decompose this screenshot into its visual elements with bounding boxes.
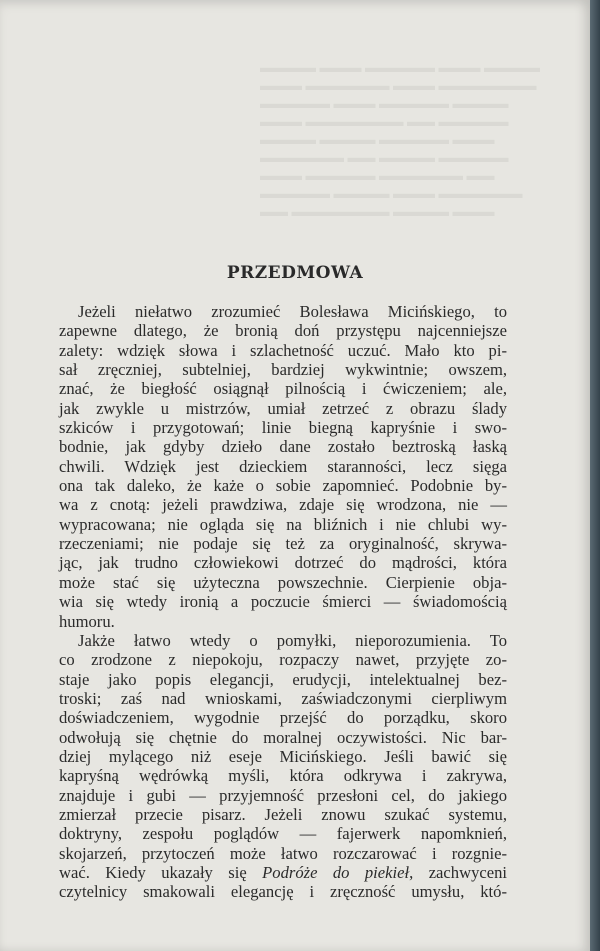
text-line: znajduje i gubi — przyjemność przesłoni cel, do jakiego [59,785,507,805]
text-line: jąc, jak trudno człowiekowi dotrzeć do mądrości, która [59,553,507,573]
text-line: humoru. [59,611,115,631]
text-line: chwili. Wdzięk jest dzieckiem staranności, lecz sięga [59,456,507,476]
text-line: staje jako popis elegancji, erudycji, intelektualnej bez- [59,669,507,689]
text-line: wa z cnotą: jeżeli prawdziwa, zdaje się wrodzona, nie — [59,495,507,515]
text-line: troski; zaś nad wnioskami, zaświadczonymi cierpliwym [59,688,507,708]
text-line: czytelnicy smakowali elegancję i zręczność umysłu, któ- [59,882,507,902]
bleed-through-texture: ▬▬▬▬ ▬▬▬ ▬▬▬▬▬ ▬▬▬ ▬▬▬▬ ▬▬▬ ▬▬▬▬▬▬ ▬▬▬ ▬▬▬▬▬▬▬ ▬▬▬▬▬ ▬▬▬ ▬▬▬▬▬ ▬▬▬▬ ▬▬▬ ▬▬▬▬▬▬▬ ▬▬ ▬▬▬▬▬ ▬▬▬▬ ▬▬▬▬ ▬▬▬▬▬ ▬▬▬ ▬▬▬▬▬▬ ▬▬ ▬▬▬▬ ▬▬▬▬▬ ▬▬▬ ▬▬▬▬▬ ▬▬▬▬▬▬ ▬▬ ▬▬▬▬▬ ▬▬▬▬ ▬▬▬ ▬▬▬▬▬▬ ▬▬ ▬▬▬▬▬▬▬ ▬▬▬▬ ▬▬▬ [260,61,540,220]
text-line: co zrodzone z niepokoju, rozpaczy nawet, przyjęte zo- [59,650,507,670]
text-line: skojarzeń, przytoczeń może łatwo rozczarować i rozgnie- [59,843,507,863]
text-line: wypracowana; nie ogląda się na bliźnich i nie chlubi wy- [59,514,507,534]
text-line: szkiców i przygotowań; linie biegną kapryśnie i swo- [59,418,507,438]
paragraph [59,631,507,902]
preface-text [59,302,507,902]
text-line: zalety: wdzięk słowa i szlachetność uczuć. Mało kto pi- [59,340,507,360]
text-line: bodnie, jak gdyby dzieło dane zostało beztroską łaską [59,437,507,457]
text-line: może stać się użyteczna powszechnie. Cierpienie obja- [59,572,507,592]
text-line: Jeżeli niełatwo zrozumieć Bolesława Micińskiego, to [78,302,507,321]
text-line: Jakże łatwo wtedy o pomyłki, nieporozumienia. To [78,630,507,650]
text-line: wać. Kiedy ukazały się Podróże do piekieł, zachwyceni [59,862,508,882]
text-line: doktryny, zespołu poglądów — fajerwerk napomknień, [59,824,507,844]
text-line: rzeczeniami; nie podaje się też za oryginalność, skrywa- [59,534,507,554]
text-line: odwołują się chętnie do moralnej oczywistości. Nic bar- [59,727,507,747]
text-line: jak zwykle u mistrzów, umiał zetrzeć z obrazu ślady [59,398,507,418]
paragraph [59,302,507,631]
text-line: doświadczeniem, wygodnie przejść do porządku, skoro [59,708,507,728]
book-title: Podróże do piekieł [262,862,410,882]
page-edge [590,0,600,951]
text-line: zapewne dlatego, że bronią doń przystępu najcenniejsze [59,321,507,341]
text-line: wia się wtedy ironią a poczucie śmierci — świadomością [59,592,507,612]
text-line: zmierzał przecie pisarz. Jeżeli znowu szukać systemu, [59,804,507,824]
page-title: PRZEDMOWA [226,263,364,284]
text-line: dziej mylącego niż eseje Micińskiego. Jeśli bawić się [59,746,507,766]
text-line: ona tak daleko, że każe o sobie zapomnieć. Podobnie by- [59,476,507,496]
text-line: kapryśną wędrówką myśli, która odkrywa i zakrywa, [59,766,507,786]
text-line: znać, że biegłość osiągnął pilnością i ćwiczeniem; ale, [59,379,507,399]
text-line: sał zręczniej, subtelniej, bardziej wykwintnie; owszem, [59,360,507,380]
